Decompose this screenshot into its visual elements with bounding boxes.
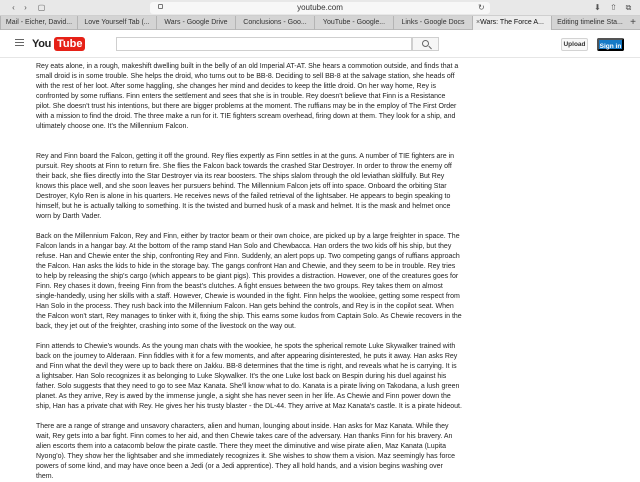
tab-bar	[0, 16, 640, 30]
tab-mail[interactable]	[0, 16, 77, 30]
tab-label: Love Yourself Tab (...	[84, 19, 150, 26]
lock-icon	[158, 4, 163, 9]
tab-label: Wars - Google Drive	[164, 19, 228, 26]
tab-conclusions[interactable]	[235, 16, 314, 30]
description-text	[36, 62, 462, 480]
search-button[interactable]	[412, 37, 439, 51]
tab-label: Editing timeline Sta...	[557, 19, 623, 26]
close-icon[interactable]: ×	[476, 19, 481, 26]
tab-wars-drive[interactable]	[156, 16, 235, 30]
upload-button[interactable]: Upload	[561, 38, 588, 51]
tab-label: Mail - Eicher, David...	[5, 19, 73, 26]
tab-label: YouTube - Google...	[322, 19, 386, 26]
logo-you-text: You	[32, 38, 52, 50]
tab-youtube-google[interactable]	[314, 16, 393, 30]
tab-love-yourself[interactable]	[77, 16, 156, 30]
search-input[interactable]	[116, 37, 412, 51]
back-icon[interactable]: ‹	[12, 3, 15, 12]
tab-label: Wars: The Force A...	[480, 19, 544, 26]
menu-icon[interactable]	[15, 39, 24, 47]
download-icon[interactable]: ⬇	[594, 3, 601, 12]
tabs-overview-icon[interactable]: ⧉	[625, 3, 632, 12]
reload-icon[interactable]: ↻	[478, 3, 485, 12]
paragraph: There are a range of strange and unsavory characters, alien and human, lounging about inside. Han asks for Maz Kanata. While they wait, Rey gets into a bar fight. Finn comes to her aid, and then Chewie takes care of the adversary. Han thanks Finn for his bravery. An alien escorts them into a catacomb below the pirate castle. There they meet the diminutive and wise pirate alien, Maz Kanata (Lupita Nyong'o). They show her the lightsaber and she immediately recognizes it. She wishes to show them a vision. Maz seemingly has force powers of some kind, and may have once been a Jedi (or a Jedi apprentice). They all hold hands, and a vision begins washing over them.	[36, 423, 456, 480]
sidebar-icon[interactable]: ▢	[37, 3, 46, 12]
paragraph: Rey eats alone, in a rough, makeshift dwelling built in the belly of an old Imperial AT-AT. She hears a commotion outside, and finds that a small droid is in some trouble. She helps the droid, who turns out to be BB-8. Deciding to sell BB-8 at the salvage station, she heads off with the rest of her loot. After some haggling, she changes her mind and decides to keep the little droid. On her way home, Rey is confronted by some ruffians. Finn enters the settlement and sees that she is in trouble. Rey doesn't believe that Finn is a Resistance pilot. She doesn't trust his intentions, but there are bigger problems at the moment. The ruffians may be in the employ of The First Order with a mission to find the droid. The three make a run for it. TIE fighters scream overhead, firing down at them. They look for a ship, and ultimately choose one. It's the Millennium Falcon.	[36, 63, 459, 130]
share-icon[interactable]: ⇧	[610, 3, 617, 12]
search-icon	[422, 40, 429, 47]
paragraph: Rey and Finn board the Falcon, getting it off the ground. Rey flies expertly as Finn settles in at the guns. A number of TIE fighters are in pursuit. Rey shoots at Finn to return fire. She flies the Falcon back towards the crashed Star Destroyer. In order to throw the enemy off their back, she flies directly into the Star Destroyer via its rear boosters. The ships slalom through the old leviathan skillfully. But Rey knows this place well, and she soon leaves her pursuers behind. The Millennium Falcon jets off into space. Onboard the orbiting Star Destroyer, Kylo Ren is alone in his quarters. He receives news of the failed retrieval of the lightsaber. He appears to begin speaking to himself, but he is actually talking to something. It is the twisted and burned husk of a mask and helmet. It is the mask and helmet once worn by Darth Vader.	[36, 153, 455, 220]
paragraph: Finn attends to Chewie's wounds. As the young man chats with the wookiee, he spots the spherical remote Luke Skywalker trained with back on the journey to Alderaan. Finn fiddles with it for a few moments, and after appearing disinterested, he puts it away. Han asks Rey and Finn what the devil they were up to back there on Jakku. BB-8 determines that the time is right, and reveals what he is carrying. It is a lightsaber. Han Solo recognizes it as belonging to Luke Skywalker. It's the one Luke lost back on Bespin during his duel against his father. Solo suggests that they need to go to see Maz Kanata. She'll know what to do. Kanata is a pirate living on Takodana, a lush green planet. As they arrive, Rey is awed by the immense jungle, a sight she has never seen in her life. As Chewie and Finn power down the ship, Han has a private chat with Rey. He gives her his trusty blaster - the DL-44. They arrive at Maz Kanata's castle. It is a pirate hideout.	[36, 343, 462, 410]
address-bar[interactable]	[150, 2, 490, 14]
youtube-header	[0, 30, 640, 58]
tab-wars-force-active[interactable]	[472, 16, 551, 30]
tab-label: Links - Google Docs	[401, 19, 465, 26]
new-tab-icon[interactable]: +	[630, 17, 636, 28]
tab-links[interactable]	[393, 16, 472, 30]
forward-icon[interactable]: ›	[24, 3, 27, 12]
browser-toolbar	[0, 0, 640, 16]
tab-editing-timeline[interactable]	[551, 16, 628, 30]
sign-in-button[interactable]: Sign in	[597, 38, 624, 51]
address-url[interactable]: youtube.com	[297, 3, 343, 12]
paragraph: Back on the Millennium Falcon, Rey and Finn, either by tractor beam or their own choice, are picked up by a large freighter in space. The Falcon lands in a hangar bay. At the bottom of the ramp stand Han Solo and Chewbacca. Han orders the two kids off his ship, but they refuse. Han and Chewie enter the ship, confronting Rey and Finn. Suddenly, an alert pops up. Two competing gangs of ruffians approach the Falcon. Han asks the kids to hide in the storage bay. The gangs confront Han and Chewie, and they seem to be in trouble. Rey tries to help by releasing the ship's cargo (which appears to be giant pigs). This provides a distraction. However, one of the creatures goes for Finn. Rey chases it down, freeing Finn from the beast's clutches. A fight ensues between the two groups. Rey takes them on almost single-handedly, using her skills with a staff. However, Chewie is wounded in the fight. Finn helps the wookiee, getting some respect from Han Solo in the process. They rush back into the Millennium Falcon. Han gets behind the controls, and Rey is in the copilot seat. When the Falcon won't start, Rey manages to tinker with it, fixing the ship. This earns some kudos from Captain Solo. As Chewie recovers in the back, they jet out of the freighter, crashing into some of the livestock on the way out.	[36, 233, 462, 330]
logo-tube-text: Tube	[54, 37, 85, 51]
tab-label: Conclusions - Goo...	[243, 19, 307, 26]
